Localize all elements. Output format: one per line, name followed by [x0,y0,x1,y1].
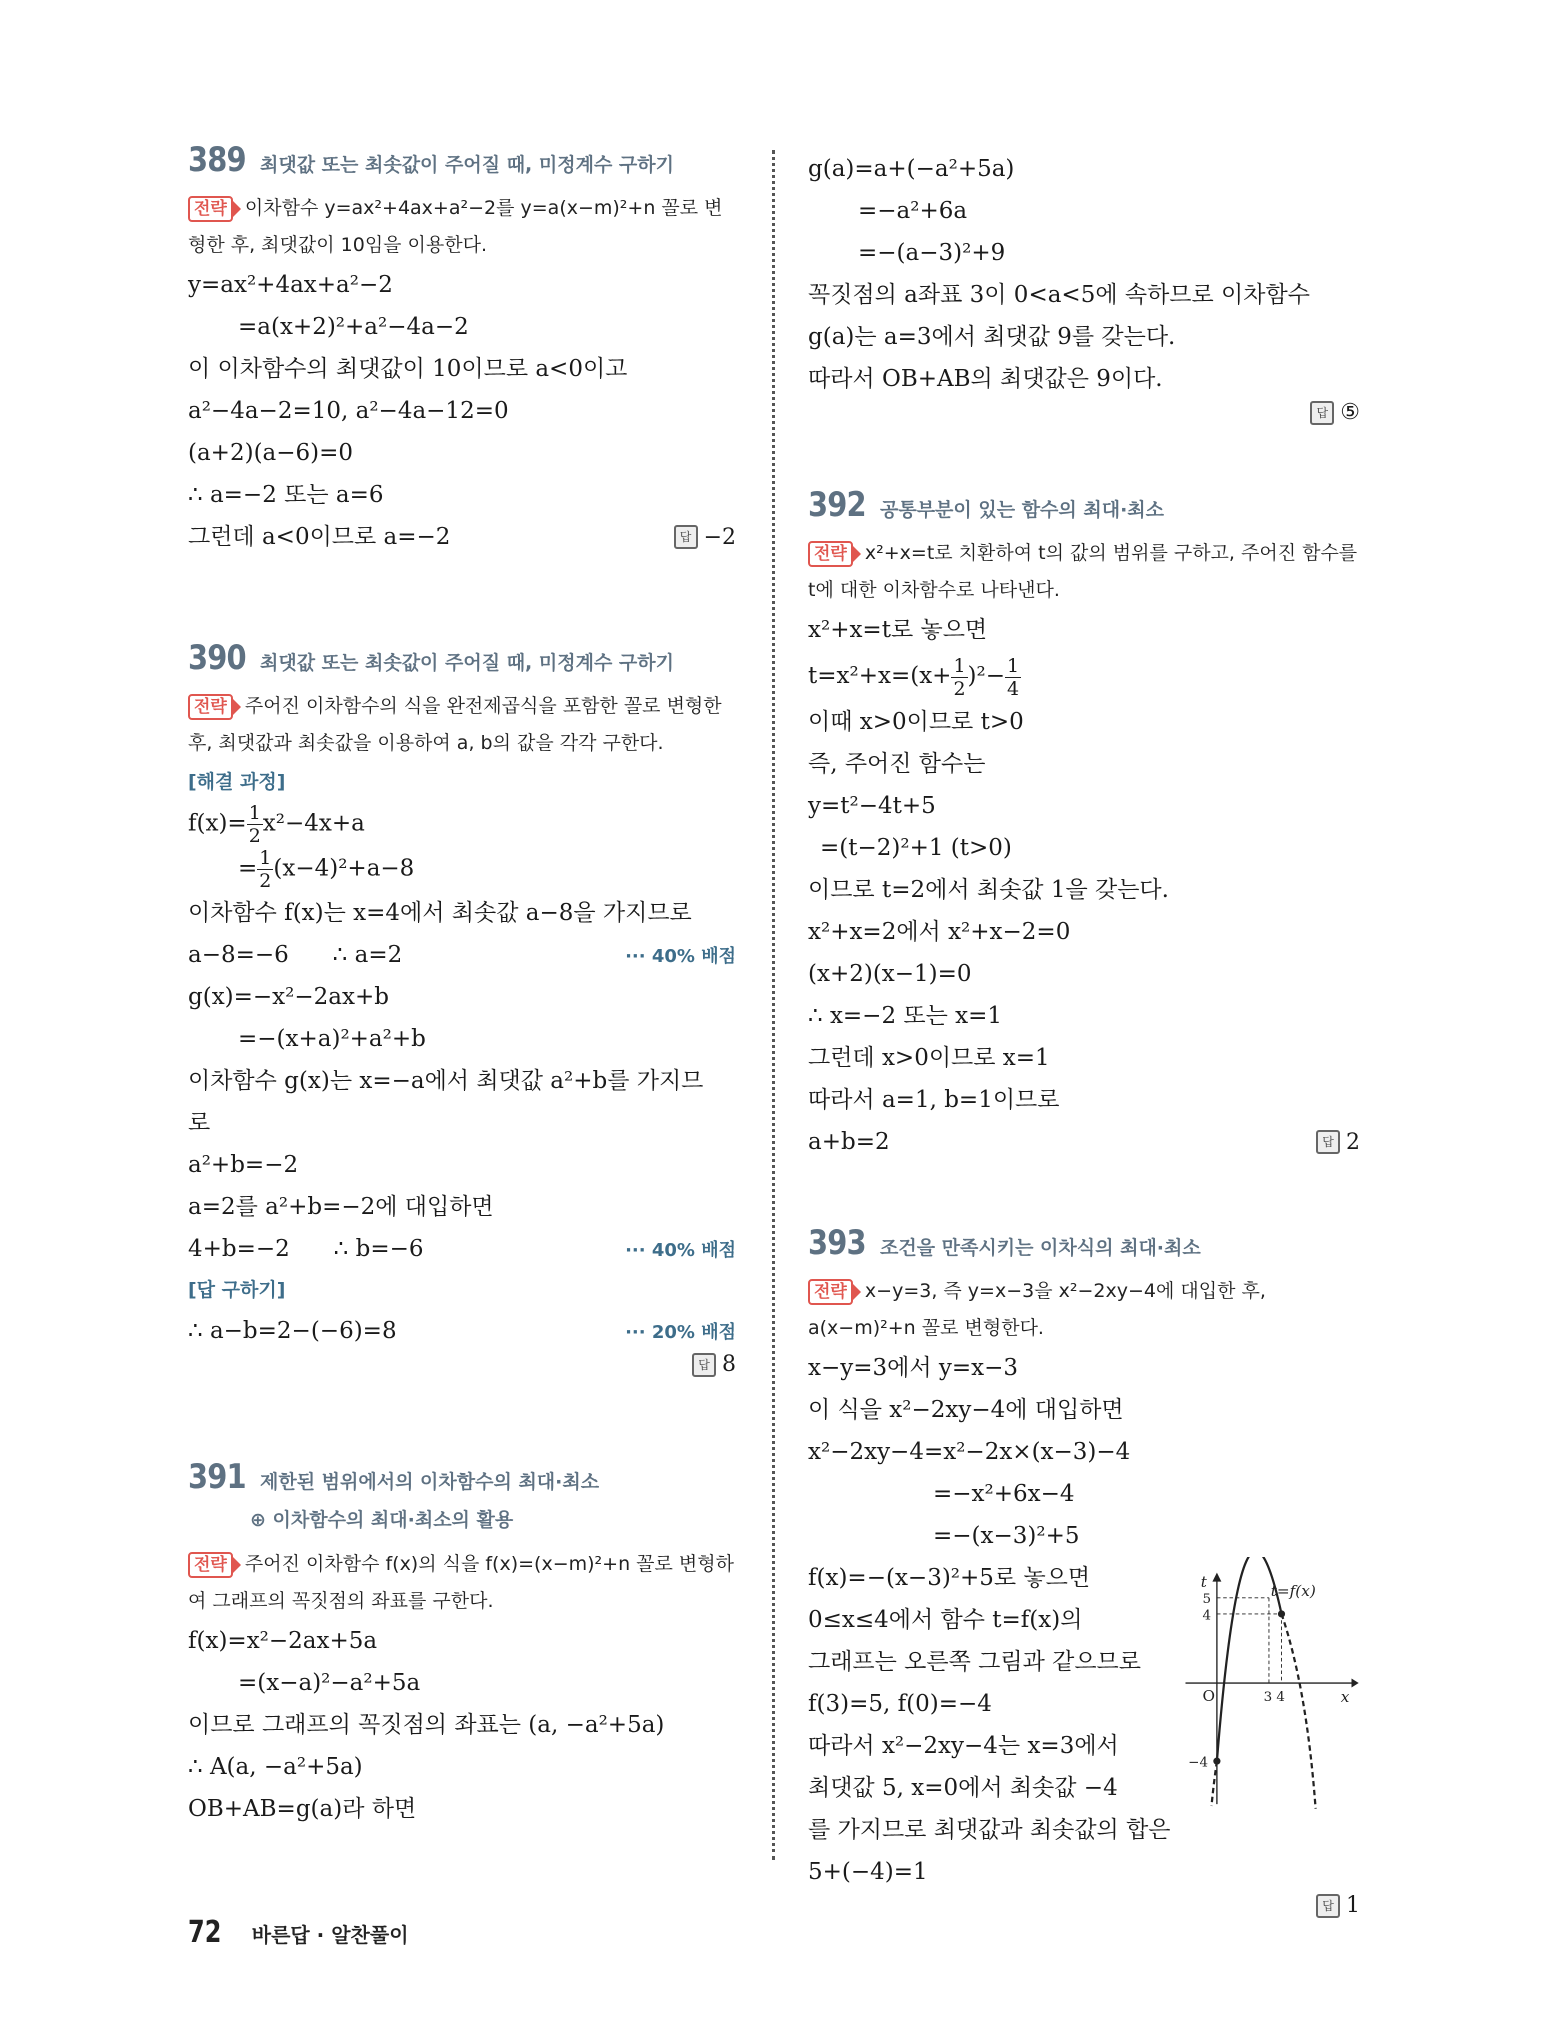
x-axis-label: x [1340,1687,1349,1706]
solution-line: a−8=−6 ∴ a=2 [188,942,403,968]
answer-icon: 답 [1316,1894,1340,1918]
strategy-tag: 전략 [808,1279,853,1305]
problem-392 [808,485,1360,1163]
solution-line: g(a)는 a=3에서 최댓값 9를 갖는다. [808,324,1176,350]
strategy-text: 주어진 이차함수 f(x)의 식을 f(x)=(x−m)²+n 꼴로 변형하여 그래프의 꼭짓점의 좌표를 구한다. [188,1553,734,1612]
solution-line: OB+AB=g(a)라 하면 [188,1796,417,1822]
solution-line: x²+x=2에서 x²+x−2=0 [808,919,1071,945]
score-badge: ··· 40% 배점 [625,1240,736,1261]
answer-value: 1 [1346,1893,1360,1918]
solution-line: x²+x=t로 놓으면 [808,617,988,643]
book-title: 바른답 · 알찬풀이 [251,1923,409,1947]
solution-line: 이차함수 f(x)는 x=4에서 최솟값 a−8을 가지므로 [188,900,692,926]
problem-number: 393 [808,1223,866,1263]
solution-line: f(x)=−(x−3)²+5로 놓으면 [808,1565,1091,1591]
solution-line: t=x²+x=(x+ $\frac{1}{2}$ )²− $\frac{1}{4}$ [808,654,1020,700]
problem-391-continued [808,148,1360,425]
solution-line: 를 가지므로 최댓값과 최솟값의 합은 [808,1817,1171,1843]
solution-line: 그래프는 오른쪽 그림과 같으므로 [808,1649,1141,1675]
solution-line: 이 이차함수의 최댓값이 10이므로 a<0이고 [188,356,628,382]
problem-389 [188,140,736,558]
strategy-tag: 전략 [808,541,853,567]
t-axis-label: t [1200,1573,1207,1592]
solution-line: 따라서 a=1, b=1이므로 [808,1087,1060,1113]
t-axis-arrow [1212,1573,1221,1582]
solution-line: 이므로 t=2에서 최솟값 1을 갖는다. [808,877,1169,903]
solution-line: a=2를 a²+b=−2에 대입하면 [188,1194,494,1220]
solution-line: 5+(−4)=1 [808,1859,928,1885]
solution-line: 이차함수 g(x)는 x=−a에서 최댓값 a²+b를 가지므 [188,1068,704,1094]
strategy [808,1273,1360,1347]
solution-line: y=ax²+4ax+a²−2 [188,272,393,298]
strategy-tag: 전략 [188,694,233,720]
answer [808,1893,1360,1918]
solution-line: x−y=3에서 y=x−3 [808,1355,1019,1381]
curve-label: t=f(x) [1270,1581,1316,1600]
answer-value: ⑤ [1340,400,1360,425]
solution-line: y=t²−4t+5 [808,793,936,819]
tick-4: 4 [1202,1608,1211,1624]
solution-line: g(a)=a+(−a²+5a) [808,156,1015,182]
score-badge: ··· 40% 배점 [625,946,736,967]
problem-number: 391 [188,1457,246,1497]
tick-x-3-4: 3 4 [1263,1689,1285,1705]
solution-line: 최댓값 5, x=0에서 최솟값 −4 [808,1775,1118,1801]
solution-line: 즉, 주어진 함수는 [808,751,986,777]
point-end [1277,1610,1284,1617]
answer-icon: 답 [1316,1130,1340,1154]
solution-line: = $\frac{1}{2}$ (x−4)²+a−8 [238,847,415,892]
problem-number: 390 [188,638,246,678]
solution-line: g(x)=−x²−2ax+b [188,984,389,1010]
solution-line: =−x²+6x−4 [933,1481,1075,1507]
answer [188,1352,736,1377]
strategy [188,190,736,264]
parabola-graph [1181,1557,1360,1827]
solution-line: 로 [188,1110,211,1136]
solution-line: f(x)=x²−2ax+5a [188,1628,378,1654]
page-number: 72 [188,1915,222,1950]
problem-topic: 공통부분이 있는 함수의 최대·최소 [880,499,1165,521]
problem-subtopic: ⊕ 이차함수의 최대·최소의 활용 [250,1509,514,1531]
solution-line: =(x−a)²−a²+5a [238,1670,421,1696]
solution-line: a²−4a−2=10, a²−4a−12=0 [188,398,509,424]
solution-line: 4+b=−2 ∴ b=−6 [188,1236,424,1262]
solution-line: (a+2)(a−6)=0 [188,440,354,466]
solution-line: 꼭짓점의 a좌표 3이 0<a<5에 속하므로 이차함수 [808,282,1310,308]
solution-line: f(x)= $\frac{1}{2}$ x²−4x+a [188,802,365,847]
score-badge: ··· 20% 배점 [625,1322,736,1343]
problem-393 [808,1223,1360,1918]
problem-number: 389 [188,140,246,180]
problem-391 [188,1457,736,1830]
solution-line: =a(x+2)²+a²−4a−2 [238,314,469,340]
solution-line: =−(a−3)²+9 [858,240,1006,266]
point-min [1213,1758,1220,1765]
problem-number: 392 [808,485,866,525]
parabola-dashed [1281,1614,1315,1809]
strategy-tag: 전략 [188,1552,233,1578]
answer-value: 8 [722,1352,736,1377]
answer-icon: 답 [692,1353,716,1377]
answer [1316,1130,1360,1155]
right-column [808,148,1360,1918]
solution-line: ∴ a−b=2−(−6)=8 [188,1318,397,1344]
tick-5: 5 [1202,1592,1211,1608]
strategy-text: x−y=3, 즉 y=x−3을 x²−2xy−4에 대입한 후, a(x−m)²+n 꼴로 변형한다. [808,1280,1266,1339]
solution-line: a+b=2 [808,1129,890,1155]
tick-minus-4: −4 [1187,1755,1208,1771]
solution-line: 따라서 x²−2xy−4는 x=3에서 [808,1733,1119,1759]
x-axis-arrow [1351,1679,1358,1688]
solution-line: x²−2xy−4=x²−2x×(x−3)−4 [808,1439,1131,1465]
strategy [188,1546,736,1620]
solution-line: 그런데 a<0이므로 a=−2 [188,524,451,550]
solution-line: ∴ a=−2 또는 a=6 [188,482,384,508]
solution-line: 따라서 OB+AB의 최댓값은 9이다. [808,366,1163,392]
problem-topic: 제한된 범위에서의 이차함수의 최대·최소 [260,1471,600,1493]
solution-line: =−(x+a)²+a²+b [238,1026,426,1052]
section-label-process: [해결 과정] [188,771,286,793]
solution-line: f(3)=5, f(0)=−4 [808,1691,992,1717]
solution-line: 그런데 x>0이므로 x=1 [808,1045,1050,1071]
section-label-answer: [답 구하기] [188,1279,286,1301]
solution-line: =−a²+6a [858,198,968,224]
origin-label: O [1202,1686,1215,1705]
solution-line: ∴ x=−2 또는 x=1 [808,1003,1003,1029]
solution-line: a²+b=−2 [188,1152,299,1178]
strategy-text: x²+x=t로 치환하여 t의 값의 범위를 구하고, 주어진 함수를 t에 대한 이차함수로 나타낸다. [808,542,1358,601]
parabola-dashed [1211,1761,1216,1806]
strategy-text: 주어진 이차함수의 식을 완전제곱식을 포함한 꼴로 변형한 후, 최댓값과 최솟값을 이용하여 a, b의 값을 각각 구한다. [188,695,722,754]
solution-line: 이때 x>0이므로 t>0 [808,709,1024,735]
answer-value: 2 [1346,1129,1360,1155]
page-footer [188,1915,409,1950]
solution-line: 0≤x≤4에서 함수 t=f(x)의 [808,1607,1083,1633]
solution-line: 이 식을 x²−2xy−4에 대입하면 [808,1397,1124,1423]
problem-topic: 최댓값 또는 최솟값이 주어질 때, 미정계수 구하기 [260,154,674,176]
solution-line: =−(x−3)²+5 [933,1523,1080,1549]
column-divider [772,150,775,1860]
strategy-tag: 전략 [188,196,233,222]
answer-icon: 답 [674,525,698,549]
strategy [808,535,1360,609]
solution-line: ∴ A(a, −a²+5a) [188,1754,363,1780]
solution-line: (x+2)(x−1)=0 [808,961,972,987]
solution-line: 이므로 그래프의 꼭짓점의 좌표는 (a, −a²+5a) [188,1712,665,1738]
strategy-text: 이차함수 y=ax²+4ax+a²−2를 y=a(x−m)²+n 꼴로 변형한 후, 최댓값이 10임을 이용한다. [188,197,723,256]
left-column [188,140,736,1830]
answer [808,400,1360,425]
problem-topic: 조건을 만족시키는 이차식의 최대·최소 [880,1237,1201,1259]
solution-line: =(t−2)²+1 (t>0) [820,835,1012,861]
answer-icon: 답 [1310,401,1334,425]
problem-390 [188,638,736,1377]
problem-topic: 최댓값 또는 최솟값이 주어질 때, 미정계수 구하기 [260,652,674,674]
answer [674,525,736,550]
answer-value: −2 [703,524,736,550]
strategy [188,688,736,762]
